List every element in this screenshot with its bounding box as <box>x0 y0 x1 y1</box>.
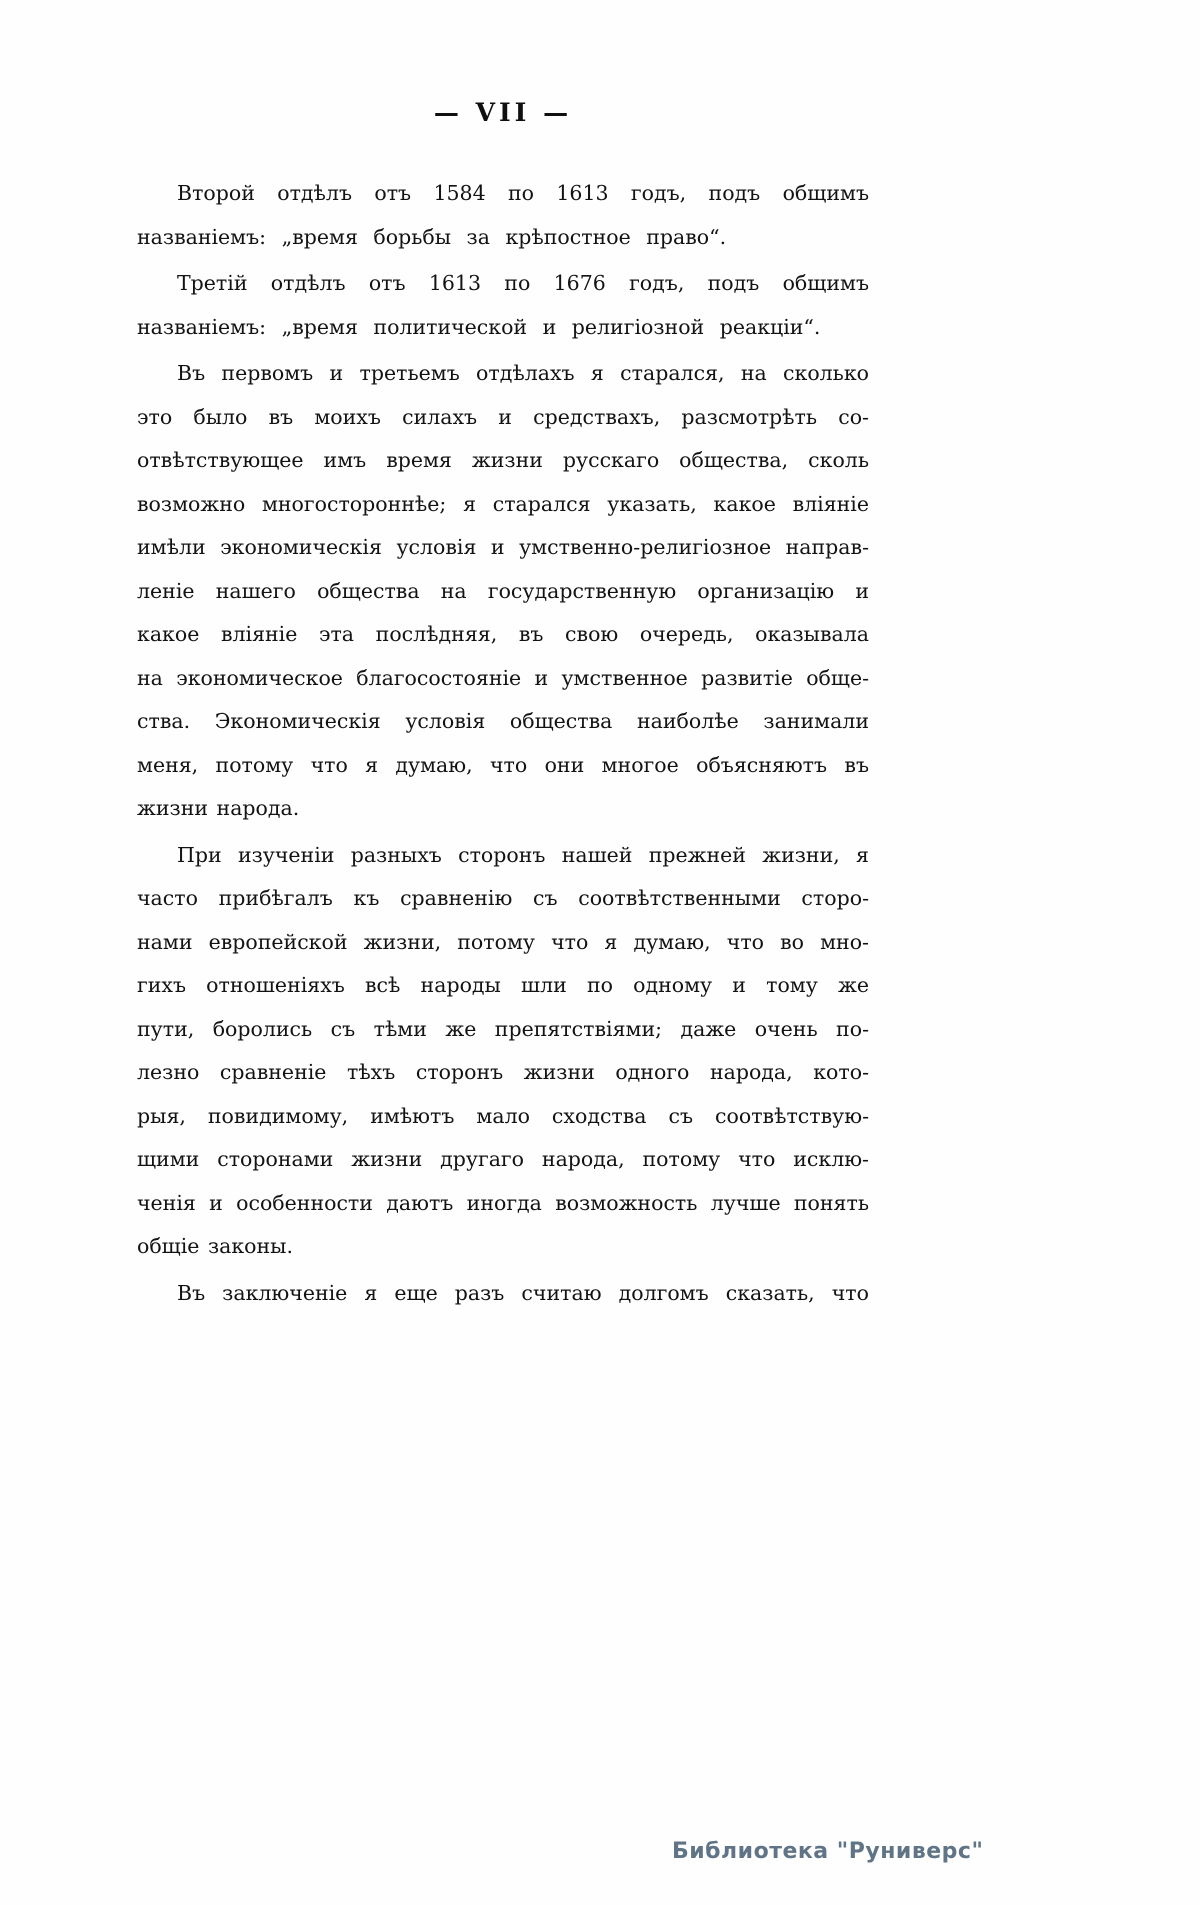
text-line: ченія и особенности даютъ иногда возможность лучше понять <box>137 1190 869 1215</box>
text-line: лезно сравненіе тѣхъ сторонъ жизни одного народа, кото- <box>137 1060 869 1084</box>
body-text-block <box>137 172 869 1315</box>
text-line: это было въ моихъ силахъ и средствахъ, разсмотрѣть со- <box>137 404 869 429</box>
text-line: При изученіи разныхъ сторонъ нашей прежней жизни, я <box>177 842 869 867</box>
text-line: названіемъ: „время политической и религіозной реакціи“. <box>137 314 821 339</box>
text-line: меня, потому что я думаю, что они многое объясняютъ въ <box>137 752 869 777</box>
page-number-header: — VII — <box>433 98 573 127</box>
text-line: пути, боролись съ тѣми же препятствіями; даже очень по- <box>137 1016 869 1041</box>
text-line: нами европейской жизни, потому что я думаю, что во мно- <box>137 929 869 954</box>
paragraph <box>137 172 869 259</box>
text-line: имѣли экономическія условія и умственно-религіозное направ- <box>137 535 869 559</box>
paragraph <box>137 262 869 349</box>
paragraph <box>137 352 869 831</box>
text-line: гихъ отношеніяхъ всѣ народы шли по одному и тому же <box>137 973 869 997</box>
paragraph <box>137 1272 869 1316</box>
text-line: какое вліяніе эта послѣдняя, въ свою очередь, оказывала <box>137 622 869 646</box>
text-line: возможно многостороннѣе; я старался указать, какое вліяніе <box>137 491 869 516</box>
text-line: леніе нашего общества на государственную организацію и <box>137 578 869 603</box>
text-line: общіе законы. <box>137 1234 294 1258</box>
text-line: Второй отдѣлъ отъ 1584 по 1613 годъ, подъ общимъ <box>177 181 869 205</box>
text-line: отвѣтствующее имъ время жизни русскаго общества, сколь <box>137 448 869 472</box>
text-line: часто прибѣгалъ къ сравненію съ соотвѣтственными сторо- <box>137 886 869 910</box>
text-line: на экономическое благосостояніе и умственное развитіе обще- <box>137 665 869 690</box>
text-line: названіемъ: „время борьбы за крѣпостное право“. <box>137 224 727 249</box>
text-line: рыя, повидимому, имѣютъ мало сходства съ соотвѣтствую- <box>137 1103 869 1128</box>
library-watermark: Библиотека "Руниверс" <box>672 1839 984 1864</box>
text-line: щими сторонами жизни другаго народа, потому что исклю- <box>137 1147 869 1171</box>
text-line: Въ первомъ и третьемъ отдѣлахъ я старался, на сколько <box>177 361 869 385</box>
text-line: Въ заключеніе я еще разъ считаю долгомъ сказать, что <box>177 1280 869 1305</box>
text-line: жизни народа. <box>137 796 300 820</box>
text-line: Третій отдѣлъ отъ 1613 по 1676 годъ, подъ общимъ <box>177 271 869 295</box>
paragraph <box>137 834 869 1269</box>
text-line: ства. Экономическія условія общества наиболѣе занимали <box>137 709 869 733</box>
